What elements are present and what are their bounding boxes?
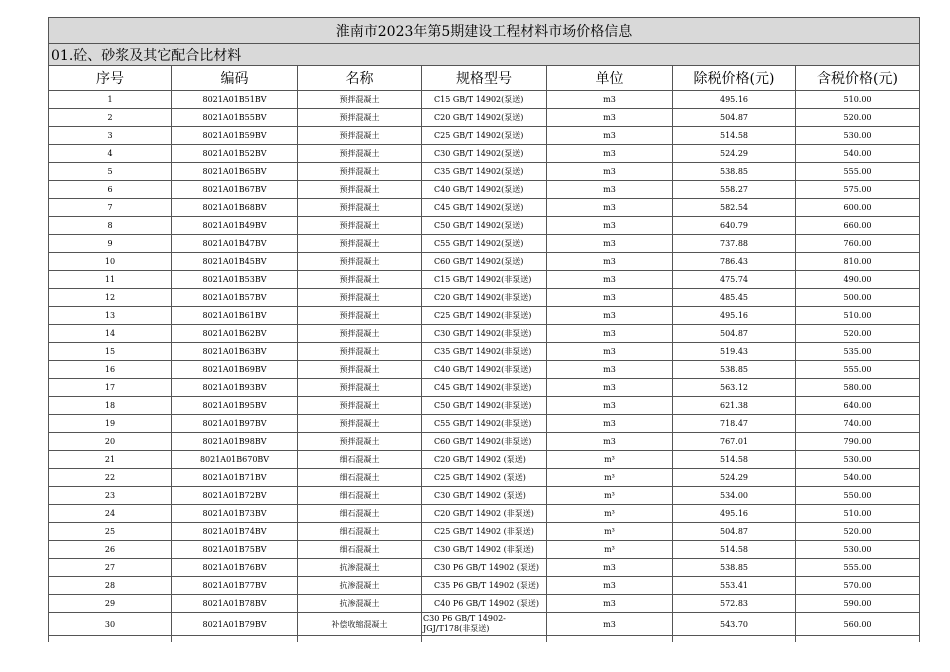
cell-index: 17 xyxy=(49,379,172,397)
cell-index: 12 xyxy=(49,289,172,307)
cell-unit: m3 xyxy=(547,235,673,253)
cell-unit: m3 xyxy=(547,343,673,361)
cell-spec: C30 GB/T 14902(非泵送) xyxy=(422,325,547,343)
cell-index: 1 xyxy=(49,91,172,109)
cell-price-inc-tax: 520.00 xyxy=(796,325,920,343)
cell-index: 6 xyxy=(49,181,172,199)
cell-price-inc-tax: 555.00 xyxy=(796,559,920,577)
cell-unit: m3 xyxy=(547,127,673,145)
cell-spec: C20 GB/T 14902 (泵送) xyxy=(422,451,547,469)
cell-price-inc-tax: 510.00 xyxy=(796,91,920,109)
cell-price-ex-tax: 504.87 xyxy=(673,325,796,343)
cell-spec: C50 GB/T 14902(泵送) xyxy=(422,217,547,235)
cell-name: 预拌混凝土 xyxy=(298,415,422,433)
cell-index: 7 xyxy=(49,199,172,217)
cell-name: 细石混凝土 xyxy=(298,505,422,523)
cell-code: 8021A01B57BV xyxy=(172,289,298,307)
cell-name: 细石混凝土 xyxy=(298,541,422,559)
header-price-inc-tax: 含税价格(元) xyxy=(796,66,920,91)
cell-unit: m³ xyxy=(547,541,673,559)
cell-name: 预拌混凝土 xyxy=(298,343,422,361)
cell-unit: m3 xyxy=(547,397,673,415)
table-row xyxy=(49,505,920,523)
cell-price-ex-tax: 475.74 xyxy=(673,271,796,289)
table-row xyxy=(49,415,920,433)
cell-name: 预拌混凝土 xyxy=(298,199,422,217)
cell-index: 19 xyxy=(49,415,172,433)
cell-index: 28 xyxy=(49,577,172,595)
table-row xyxy=(49,595,920,613)
cell-price-ex-tax: 538.85 xyxy=(673,361,796,379)
cell-code: 8021A01B71BV xyxy=(172,469,298,487)
cell-price-inc-tax: 740.00 xyxy=(796,415,920,433)
cell-index: 10 xyxy=(49,253,172,271)
table-row-stub xyxy=(49,636,920,643)
header-unit: 单位 xyxy=(547,66,673,91)
cell-index: 22 xyxy=(49,469,172,487)
cell-price-inc-tax: 510.00 xyxy=(796,505,920,523)
cell-price-ex-tax: 737.88 xyxy=(673,235,796,253)
cell-unit: m³ xyxy=(547,451,673,469)
cell-price-ex-tax: 718.47 xyxy=(673,415,796,433)
table-row xyxy=(49,487,920,505)
cell-price-inc-tax: 560.00 xyxy=(796,613,920,636)
cell-code: 8021A01B78BV xyxy=(172,595,298,613)
cell-price-ex-tax: 558.27 xyxy=(673,181,796,199)
cell-code: 8021A01B97BV xyxy=(172,415,298,433)
cell-spec: C30 GB/T 14902(泵送) xyxy=(422,145,547,163)
cell-price-inc-tax: 640.00 xyxy=(796,397,920,415)
category-title: 01.砼、砂浆及其它配合比材料 xyxy=(49,44,920,66)
cell-unit: m³ xyxy=(547,505,673,523)
cell-price-inc-tax: 575.00 xyxy=(796,181,920,199)
table-row xyxy=(49,361,920,379)
cell-name: 细石混凝土 xyxy=(298,523,422,541)
cell-index: 26 xyxy=(49,541,172,559)
cell-price-ex-tax: 495.16 xyxy=(673,307,796,325)
cell-index: 30 xyxy=(49,613,172,636)
cell-index: 11 xyxy=(49,271,172,289)
cell-price-ex-tax: 514.58 xyxy=(673,451,796,469)
empty-cell xyxy=(422,636,547,643)
cell-price-inc-tax: 510.00 xyxy=(796,307,920,325)
cell-code: 8021A01B51BV xyxy=(172,91,298,109)
table-row xyxy=(49,181,920,199)
cell-code: 8021A01B77BV xyxy=(172,577,298,595)
cell-price-inc-tax: 540.00 xyxy=(796,145,920,163)
cell-price-inc-tax: 535.00 xyxy=(796,343,920,361)
table-row xyxy=(49,541,920,559)
cell-price-ex-tax: 504.87 xyxy=(673,523,796,541)
empty-cell xyxy=(796,636,920,643)
cell-price-ex-tax: 563.12 xyxy=(673,379,796,397)
cell-price-inc-tax: 570.00 xyxy=(796,577,920,595)
cell-index: 8 xyxy=(49,217,172,235)
cell-price-inc-tax: 555.00 xyxy=(796,361,920,379)
table-row xyxy=(49,163,920,181)
cell-spec: C45 GB/T 14902(泵送) xyxy=(422,199,547,217)
cell-index: 9 xyxy=(49,235,172,253)
table-row xyxy=(49,109,920,127)
table-row xyxy=(49,217,920,235)
cell-code: 8021A01B55BV xyxy=(172,109,298,127)
cell-index: 29 xyxy=(49,595,172,613)
cell-code: 8021A01B74BV xyxy=(172,523,298,541)
table-row xyxy=(49,325,920,343)
cell-index: 20 xyxy=(49,433,172,451)
cell-code: 8021A01B67BV xyxy=(172,181,298,199)
cell-code: 8021A01B45BV xyxy=(172,253,298,271)
cell-spec: C30 GB/T 14902 (泵送) xyxy=(422,487,547,505)
cell-name: 预拌混凝土 xyxy=(298,217,422,235)
cell-index: 15 xyxy=(49,343,172,361)
cell-price-ex-tax: 572.83 xyxy=(673,595,796,613)
cell-price-ex-tax: 514.58 xyxy=(673,541,796,559)
category-row xyxy=(49,44,920,66)
cell-price-ex-tax: 538.85 xyxy=(673,163,796,181)
cell-index: 25 xyxy=(49,523,172,541)
cell-code: 8021A01B63BV xyxy=(172,343,298,361)
cell-name: 预拌混凝土 xyxy=(298,307,422,325)
table-row xyxy=(49,271,920,289)
cell-name: 预拌混凝土 xyxy=(298,127,422,145)
cell-name: 预拌混凝土 xyxy=(298,271,422,289)
cell-spec: C35 P6 GB/T 14902 (泵送) xyxy=(422,577,547,595)
cell-unit: m³ xyxy=(547,523,673,541)
header-row xyxy=(49,66,920,91)
cell-spec: C30 GB/T 14902 (非泵送) xyxy=(422,541,547,559)
header-code: 编码 xyxy=(172,66,298,91)
empty-cell xyxy=(172,636,298,643)
cell-code: 8021A01B62BV xyxy=(172,325,298,343)
cell-spec: C45 GB/T 14902(非泵送) xyxy=(422,379,547,397)
cell-unit: m3 xyxy=(547,253,673,271)
cell-name: 细石混凝土 xyxy=(298,487,422,505)
cell-price-inc-tax: 530.00 xyxy=(796,451,920,469)
cell-unit: m3 xyxy=(547,361,673,379)
cell-unit: m3 xyxy=(547,577,673,595)
table-row xyxy=(49,343,920,361)
cell-name: 细石混凝土 xyxy=(298,469,422,487)
cell-name: 预拌混凝土 xyxy=(298,163,422,181)
cell-unit: m3 xyxy=(547,379,673,397)
cell-price-ex-tax: 495.16 xyxy=(673,91,796,109)
cell-code: 8021A01B79BV xyxy=(172,613,298,636)
cell-price-inc-tax: 660.00 xyxy=(796,217,920,235)
cell-price-ex-tax: 640.79 xyxy=(673,217,796,235)
cell-unit: m3 xyxy=(547,289,673,307)
cell-name: 预拌混凝土 xyxy=(298,433,422,451)
cell-code: 8021A01B47BV xyxy=(172,235,298,253)
cell-index: 2 xyxy=(49,109,172,127)
cell-code: 8021A01B49BV xyxy=(172,217,298,235)
cell-code: 8021A01B93BV xyxy=(172,379,298,397)
cell-price-inc-tax: 520.00 xyxy=(796,523,920,541)
empty-cell xyxy=(547,636,673,643)
cell-unit: m3 xyxy=(547,217,673,235)
sheet-title: 淮南市2023年第5期建设工程材料市场价格信息 xyxy=(49,18,920,44)
cell-name: 预拌混凝土 xyxy=(298,397,422,415)
cell-spec: C25 GB/T 14902 (泵送) xyxy=(422,469,547,487)
cell-index: 5 xyxy=(49,163,172,181)
cell-code: 8021A01B52BV xyxy=(172,145,298,163)
cell-spec: C20 GB/T 14902(泵送) xyxy=(422,109,547,127)
cell-name: 预拌混凝土 xyxy=(298,325,422,343)
cell-unit: m3 xyxy=(547,109,673,127)
cell-spec: C25 GB/T 14902(泵送) xyxy=(422,127,547,145)
cell-spec: C15 GB/T 14902(泵送) xyxy=(422,91,547,109)
cell-spec: C15 GB/T 14902(非泵送) xyxy=(422,271,547,289)
cell-price-ex-tax: 621.38 xyxy=(673,397,796,415)
cell-unit: m3 xyxy=(547,613,673,636)
cell-unit: m3 xyxy=(547,433,673,451)
cell-price-ex-tax: 485.45 xyxy=(673,289,796,307)
cell-price-inc-tax: 520.00 xyxy=(796,109,920,127)
cell-unit: m3 xyxy=(547,199,673,217)
table-row xyxy=(49,127,920,145)
cell-unit: m3 xyxy=(547,325,673,343)
table-row xyxy=(49,613,920,636)
table-row xyxy=(49,577,920,595)
table-row xyxy=(49,199,920,217)
cell-spec: C20 GB/T 14902 (非泵送) xyxy=(422,505,547,523)
cell-index: 27 xyxy=(49,559,172,577)
cell-code: 8021A01B76BV xyxy=(172,559,298,577)
cell-name: 抗渗混凝土 xyxy=(298,577,422,595)
cell-code: 8021A01B68BV xyxy=(172,199,298,217)
cell-spec: C40 P6 GB/T 14902 (泵送) xyxy=(422,595,547,613)
cell-index: 4 xyxy=(49,145,172,163)
cell-price-inc-tax: 550.00 xyxy=(796,487,920,505)
cell-unit: m3 xyxy=(547,559,673,577)
cell-price-inc-tax: 600.00 xyxy=(796,199,920,217)
cell-spec: C55 GB/T 14902(非泵送) xyxy=(422,415,547,433)
cell-name: 预拌混凝土 xyxy=(298,361,422,379)
cell-price-inc-tax: 810.00 xyxy=(796,253,920,271)
cell-name: 预拌混凝土 xyxy=(298,289,422,307)
cell-price-ex-tax: 519.43 xyxy=(673,343,796,361)
cell-spec: C50 GB/T 14902(非泵送) xyxy=(422,397,547,415)
cell-unit: m3 xyxy=(547,595,673,613)
cell-code: 8021A01B75BV xyxy=(172,541,298,559)
cell-price-ex-tax: 514.58 xyxy=(673,127,796,145)
table-row xyxy=(49,559,920,577)
cell-price-ex-tax: 582.54 xyxy=(673,199,796,217)
cell-spec: C55 GB/T 14902(泵送) xyxy=(422,235,547,253)
cell-price-inc-tax: 580.00 xyxy=(796,379,920,397)
cell-price-inc-tax: 540.00 xyxy=(796,469,920,487)
cell-price-inc-tax: 530.00 xyxy=(796,127,920,145)
cell-price-ex-tax: 524.29 xyxy=(673,145,796,163)
cell-name: 补偿收缩混凝土 xyxy=(298,613,422,636)
cell-name: 预拌混凝土 xyxy=(298,235,422,253)
cell-price-ex-tax: 786.43 xyxy=(673,253,796,271)
cell-price-ex-tax: 495.16 xyxy=(673,505,796,523)
cell-unit: m3 xyxy=(547,415,673,433)
cell-index: 14 xyxy=(49,325,172,343)
header-name: 名称 xyxy=(298,66,422,91)
cell-unit: m3 xyxy=(547,181,673,199)
cell-price-ex-tax: 538.85 xyxy=(673,559,796,577)
table-row xyxy=(49,307,920,325)
table-row xyxy=(49,91,920,109)
table-row xyxy=(49,523,920,541)
cell-name: 预拌混凝土 xyxy=(298,145,422,163)
table-row xyxy=(49,379,920,397)
cell-price-ex-tax: 553.41 xyxy=(673,577,796,595)
table-row xyxy=(49,145,920,163)
cell-name: 预拌混凝土 xyxy=(298,181,422,199)
cell-unit: m3 xyxy=(547,145,673,163)
cell-index: 18 xyxy=(49,397,172,415)
cell-code: 8021A01B98BV xyxy=(172,433,298,451)
price-table xyxy=(48,17,920,642)
cell-name: 抗渗混凝土 xyxy=(298,595,422,613)
cell-name: 抗渗混凝土 xyxy=(298,559,422,577)
cell-spec: C30 P6 GB/T 14902-JGJ/T178(非泵送) xyxy=(422,613,547,636)
cell-price-inc-tax: 760.00 xyxy=(796,235,920,253)
cell-spec: C40 GB/T 14902(非泵送) xyxy=(422,361,547,379)
cell-spec: C40 GB/T 14902(泵送) xyxy=(422,181,547,199)
cell-index: 3 xyxy=(49,127,172,145)
table-row xyxy=(49,469,920,487)
cell-unit: m3 xyxy=(547,307,673,325)
cell-unit: m³ xyxy=(547,487,673,505)
cell-price-ex-tax: 543.70 xyxy=(673,613,796,636)
cell-spec: C20 GB/T 14902(非泵送) xyxy=(422,289,547,307)
cell-price-inc-tax: 790.00 xyxy=(796,433,920,451)
table-row xyxy=(49,253,920,271)
table-row xyxy=(49,289,920,307)
empty-cell xyxy=(49,636,172,643)
cell-name: 细石混凝土 xyxy=(298,451,422,469)
header-price-ex-tax: 除税价格(元) xyxy=(673,66,796,91)
cell-unit: m³ xyxy=(547,469,673,487)
cell-spec: C60 GB/T 14902(非泵送) xyxy=(422,433,547,451)
cell-spec: C25 GB/T 14902(非泵送) xyxy=(422,307,547,325)
header-index: 序号 xyxy=(49,66,172,91)
cell-code: 8021A01B72BV xyxy=(172,487,298,505)
table-row xyxy=(49,451,920,469)
table-row xyxy=(49,397,920,415)
cell-price-inc-tax: 490.00 xyxy=(796,271,920,289)
cell-unit: m3 xyxy=(547,271,673,289)
cell-code: 8021A01B59BV xyxy=(172,127,298,145)
cell-price-ex-tax: 504.87 xyxy=(673,109,796,127)
price-sheet xyxy=(48,17,919,642)
cell-code: 8021A01B53BV xyxy=(172,271,298,289)
cell-index: 24 xyxy=(49,505,172,523)
cell-name: 预拌混凝土 xyxy=(298,109,422,127)
cell-spec: C35 GB/T 14902(非泵送) xyxy=(422,343,547,361)
cell-index: 16 xyxy=(49,361,172,379)
cell-code: 8021A01B670BV xyxy=(172,451,298,469)
empty-cell xyxy=(673,636,796,643)
cell-spec: C35 GB/T 14902(泵送) xyxy=(422,163,547,181)
cell-name: 预拌混凝土 xyxy=(298,91,422,109)
cell-price-inc-tax: 555.00 xyxy=(796,163,920,181)
cell-name: 预拌混凝土 xyxy=(298,379,422,397)
header-spec: 规格型号 xyxy=(422,66,547,91)
cell-price-inc-tax: 590.00 xyxy=(796,595,920,613)
cell-price-ex-tax: 767.01 xyxy=(673,433,796,451)
cell-spec: C25 GB/T 14902 (非泵送) xyxy=(422,523,547,541)
table-row xyxy=(49,235,920,253)
title-row xyxy=(49,18,920,44)
cell-code: 8021A01B61BV xyxy=(172,307,298,325)
cell-name: 预拌混凝土 xyxy=(298,253,422,271)
cell-price-inc-tax: 530.00 xyxy=(796,541,920,559)
cell-code: 8021A01B73BV xyxy=(172,505,298,523)
cell-unit: m3 xyxy=(547,91,673,109)
cell-price-ex-tax: 534.00 xyxy=(673,487,796,505)
cell-spec: C30 P6 GB/T 14902 (泵送) xyxy=(422,559,547,577)
cell-index: 23 xyxy=(49,487,172,505)
cell-code: 8021A01B95BV xyxy=(172,397,298,415)
table-row xyxy=(49,433,920,451)
empty-cell xyxy=(298,636,422,643)
cell-price-inc-tax: 500.00 xyxy=(796,289,920,307)
cell-spec: C60 GB/T 14902(泵送) xyxy=(422,253,547,271)
cell-index: 21 xyxy=(49,451,172,469)
cell-code: 8021A01B65BV xyxy=(172,163,298,181)
cell-code: 8021A01B69BV xyxy=(172,361,298,379)
cell-price-ex-tax: 524.29 xyxy=(673,469,796,487)
cell-unit: m3 xyxy=(547,163,673,181)
cell-index: 13 xyxy=(49,307,172,325)
